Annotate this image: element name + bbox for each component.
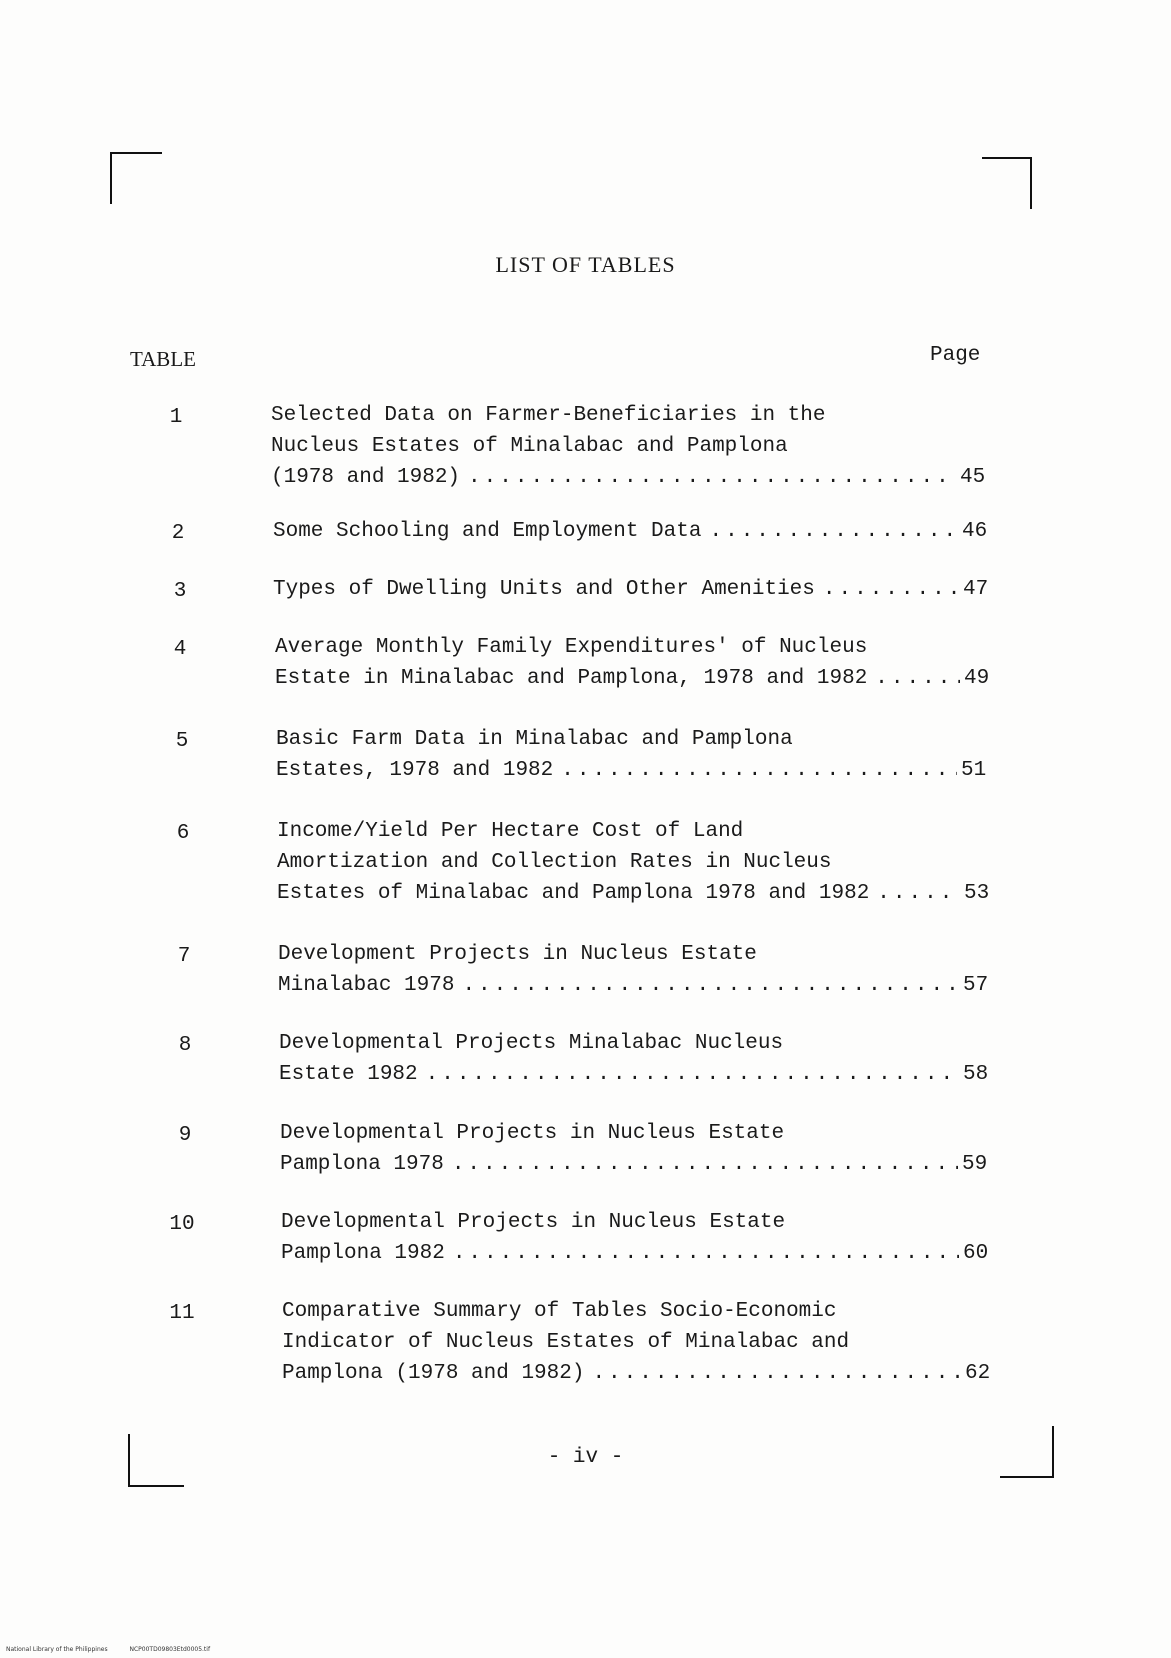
crop-mark-top-right-h xyxy=(982,157,1032,159)
table-number: 10 xyxy=(169,1213,195,1236)
description-last-line xyxy=(281,1238,1003,1269)
page-reference: 62 xyxy=(965,1362,991,1385)
table-number: 6 xyxy=(176,822,190,845)
description-line: Comparative Summary of Tables Socio-Economic xyxy=(282,1300,837,1323)
dot-leader xyxy=(709,516,958,547)
table-description xyxy=(280,1118,1002,1180)
description-last-line xyxy=(280,1149,1002,1180)
page-reference: 57 xyxy=(963,974,989,997)
page-reference: 51 xyxy=(961,759,987,782)
dot-leader xyxy=(462,970,959,1001)
page-reference: 47 xyxy=(963,578,989,601)
table-description xyxy=(281,1207,1003,1269)
dot-leader xyxy=(452,1149,958,1180)
table-description xyxy=(271,400,1000,493)
description-last-line xyxy=(271,462,1000,493)
description-line: Development Projects in Nucleus Estate xyxy=(278,943,757,966)
description-line: Amortization and Collection Rates in Nucleus xyxy=(277,851,832,874)
table-description xyxy=(278,939,1003,1001)
dot-leader xyxy=(453,1238,959,1269)
page-reference: 45 xyxy=(960,466,986,489)
description-last-line xyxy=(273,516,1002,547)
crop-mark-top-left-h xyxy=(110,152,162,154)
page-reference: 59 xyxy=(962,1153,988,1176)
table-number: 11 xyxy=(169,1302,195,1325)
description-last-line xyxy=(276,755,1001,786)
description-line: Pamplona (1978 and 1982) xyxy=(282,1362,585,1385)
dot-leader xyxy=(877,878,960,909)
table-column-header: TABLE xyxy=(130,347,196,371)
dot-leader xyxy=(468,462,956,493)
description-line: Estates of Minalabac and Pamplona 1978 and 1982 xyxy=(277,882,870,905)
table-number: 1 xyxy=(169,406,183,429)
page-reference: 46 xyxy=(962,520,988,543)
scan-footer xyxy=(6,1646,230,1653)
dot-leader xyxy=(875,663,960,694)
description-last-line xyxy=(279,1059,1003,1090)
description-line: Income/Yield Per Hectare Cost of Land xyxy=(277,820,744,843)
table-description xyxy=(279,1028,1003,1090)
description-line: Developmental Projects Minalabac Nucleus xyxy=(279,1032,784,1055)
page-number: - iv - xyxy=(547,1446,624,1469)
description-line: Selected Data on Farmer-Beneficiaries in the xyxy=(271,404,826,427)
description-last-line xyxy=(277,878,1004,909)
dot-leader xyxy=(561,755,957,786)
description-line: Basic Farm Data in Minalabac and Pamplona xyxy=(276,728,793,751)
page-reference: 58 xyxy=(963,1063,989,1086)
description-line: Average Monthly Family Expenditures' of Nucleus xyxy=(275,636,868,659)
table-number: 4 xyxy=(173,638,187,661)
description-line: Pamplona 1982 xyxy=(281,1242,445,1265)
table-number: 2 xyxy=(171,522,185,545)
page-reference: 60 xyxy=(963,1242,989,1265)
page-reference: 53 xyxy=(964,882,990,905)
page-column-header: Page xyxy=(930,344,981,367)
dot-leader xyxy=(823,574,959,605)
description-last-line xyxy=(273,574,1003,605)
table-number: 3 xyxy=(173,580,187,603)
table-number: 9 xyxy=(178,1124,192,1147)
description-line: Types of Dwelling Units and Other Amenities xyxy=(273,578,815,601)
description-line: Estates, 1978 and 1982 xyxy=(276,759,554,782)
crop-mark-top-right-v xyxy=(1030,157,1032,209)
dot-leader xyxy=(426,1059,959,1090)
description-last-line xyxy=(278,970,1003,1001)
table-description xyxy=(275,632,1004,694)
table-number: 7 xyxy=(177,945,191,968)
table-number: 5 xyxy=(175,730,189,753)
description-line: Indicator of Nucleus Estates of Minalabac and xyxy=(282,1331,850,1354)
description-line: Estate in Minalabac and Pamplona, 1978 and 1982 xyxy=(275,667,868,690)
crop-mark-bottom-left-h xyxy=(128,1485,184,1487)
table-description xyxy=(282,1296,1005,1389)
library-credit: National Library of the Philippines xyxy=(6,1646,108,1653)
table-description xyxy=(277,816,1004,909)
description-line: Estate 1982 xyxy=(279,1063,418,1086)
description-last-line xyxy=(275,663,1004,694)
crop-mark-top-left-v xyxy=(110,152,112,204)
description-line: (1978 and 1982) xyxy=(271,466,461,489)
dot-leader xyxy=(592,1358,961,1389)
description-line: Developmental Projects in Nucleus Estate xyxy=(281,1211,786,1234)
crop-mark-bottom-right-h xyxy=(1000,1476,1054,1478)
table-description xyxy=(276,724,1001,786)
description-line: Nucleus Estates of Minalabac and Pamplona xyxy=(271,435,788,458)
description-last-line xyxy=(282,1358,1005,1389)
description-line: Some Schooling and Employment Data xyxy=(273,520,702,543)
description-line: Developmental Projects in Nucleus Estate xyxy=(280,1122,785,1145)
page-title: LIST OF TABLES xyxy=(495,252,676,277)
table-description xyxy=(273,516,1002,547)
description-line: Minalabac 1978 xyxy=(278,974,455,997)
table-number: 8 xyxy=(178,1034,192,1057)
description-line: Pamplona 1978 xyxy=(280,1153,444,1176)
table-description xyxy=(273,574,1003,605)
file-identifier: NCP00TD09803Etd0005.tif xyxy=(129,1646,211,1653)
page-reference: 49 xyxy=(964,667,990,690)
